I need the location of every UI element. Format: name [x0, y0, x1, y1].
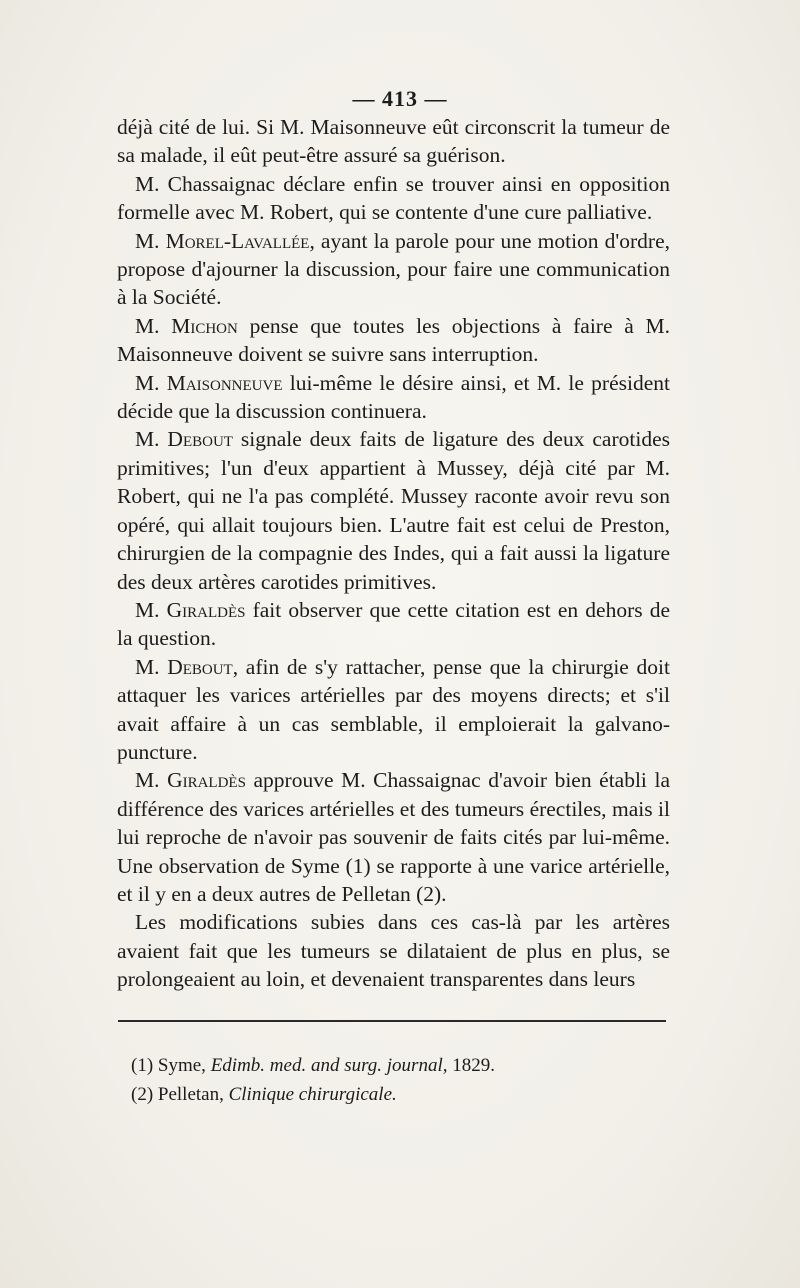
paragraph-text: approuve M. Chassaignac d'avoir bien établi la différence des varices artérielles et des tumeurs érectiles, mais il lui reproche de n'avoir pas souvenir de faits cités par lui-même. Une observation de Syme (1) se rapporte à une varice artérielle, et il y en a deux autres de Pelletan (2).: [117, 768, 670, 906]
speaker-title: M.: [135, 313, 172, 338]
speaker-title: M.: [135, 427, 168, 452]
speaker-name: Debout: [167, 654, 233, 679]
paragraph-4: [117, 312, 670, 369]
speaker-name: Debout: [167, 427, 233, 452]
footnote-author: (2) Pelletan,: [131, 1084, 229, 1105]
speaker-title: M.: [135, 768, 168, 793]
paragraph-5: [117, 369, 670, 426]
footnote-year: 1829.: [447, 1055, 495, 1076]
speaker-title: M.: [135, 597, 167, 622]
paragraph-text: , afin de s'y rattacher, pense que la chirurgie doit attaquer les varices artérielles par des moyens directs; et s'il avait affaire à un cas semblable, il emploierait la galvano-puncture.: [117, 654, 670, 764]
paragraph-1: déjà cité de lui. Si M. Maisonneuve eût circonscrit la tumeur de sa malade, il eût peut-être assuré sa guérison.: [117, 115, 670, 168]
footnote-1: [131, 1051, 671, 1080]
paragraph-9: [117, 766, 670, 908]
speaker-title: M.: [135, 228, 166, 253]
footnote-divider: [118, 1020, 666, 1022]
paragraph-text: pense que toutes les objections à faire à M. Maisonneuve doivent se suivre sans interruption.: [117, 313, 670, 367]
paragraph-8: [117, 653, 670, 767]
paragraph-text: fait observer que cette citation est en dehors de la question.: [117, 597, 670, 651]
page-number: — 413 —: [352, 86, 448, 111]
speaker-name: Giraldès: [167, 768, 246, 793]
speaker-name: Morel-Lavallée: [165, 228, 310, 253]
paragraph-3: [117, 227, 670, 312]
paragraph-10: Les modifications subies dans ces cas-là par les artères avaient fait que les tumeurs se dilataient de plus en plus, se prolongeaient au loin, et devenaient transparentes dans leurs: [117, 910, 670, 992]
footnote-2: [131, 1080, 671, 1109]
speaker-name: Maisonneuve: [166, 370, 283, 395]
paragraph-text: signale deux faits de ligature des deux carotides primitives; l'un d'eux appartient à Mussey, déjà cité par M. Robert, qui ne l'a pas complété. Mussey raconte avoir revu son opéré, qui allait toujours bien. L'autre fait est celui de Preston, chirurgien de la compagnie des Indes, qui a fait aussi la ligature des deux artères carotides primitives.: [117, 427, 670, 594]
body-text: [117, 113, 670, 994]
speaker-title: M.: [135, 654, 168, 679]
speaker-name: Michon: [171, 313, 238, 338]
footnotes: [131, 1051, 671, 1109]
footnote-author: (1) Syme,: [131, 1055, 211, 1076]
speaker-title: M.: [135, 370, 167, 395]
paragraph-6: [117, 425, 670, 595]
paragraph-text: lui-même le désire ainsi, et M. le président décide que la discussion continuera.: [117, 370, 670, 424]
paragraph-7: [117, 596, 670, 653]
speaker-name: Giraldès: [166, 597, 246, 622]
footnote-source-title: Clinique chirurgicale.: [228, 1084, 397, 1105]
footnote-source-title: Edimb. med. and surg. journal,: [210, 1055, 448, 1076]
paragraph-2: M. Chassaignac déclare enfin se trouver ainsi en opposition formelle avec M. Robert, qui se contente d'une cure palliative.: [117, 171, 670, 225]
paragraph-text: , ayant la parole pour une motion d'ordre, propose d'ajourner la discussion, pour faire une communication à la Société.: [117, 228, 670, 310]
